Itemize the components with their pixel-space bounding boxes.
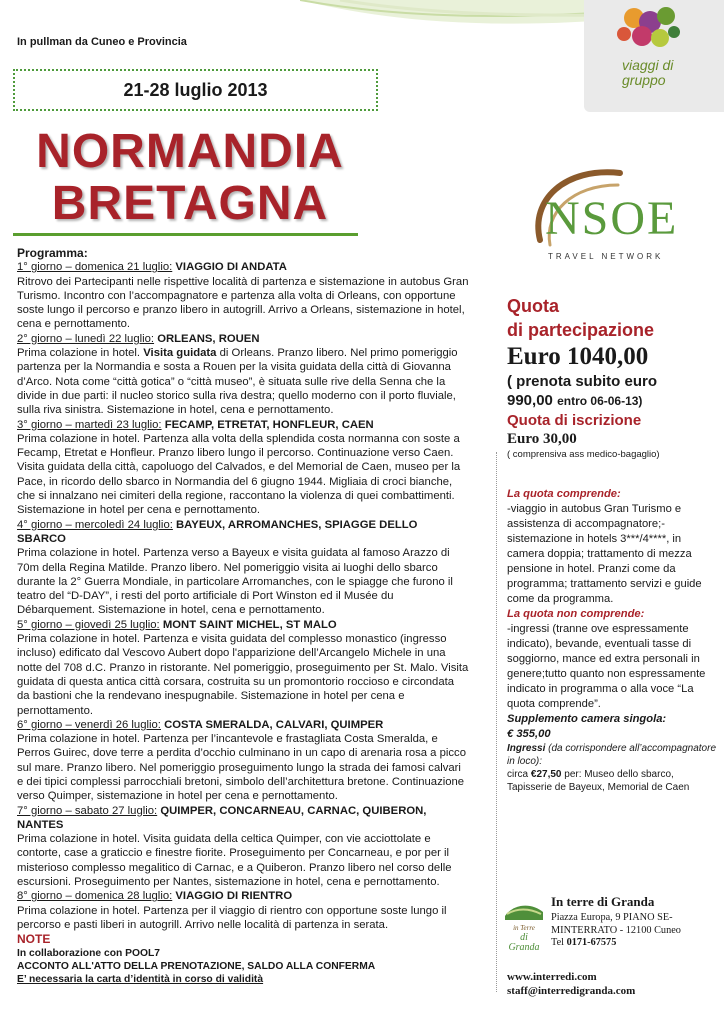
agency-name: In terre di Granda <box>551 894 655 909</box>
agency-contacts <box>507 970 635 998</box>
nsoe-logo <box>510 155 690 265</box>
agency-block <box>501 894 721 956</box>
early-booking: ( prenota subito euro 990,00 entro 06-06-13) <box>507 373 657 409</box>
nsoe-tagline: TRAVEL NETWORK <box>548 252 664 261</box>
terre-di-granda-logo <box>501 894 547 954</box>
website-link[interactable]: www.interredi.com <box>507 971 597 983</box>
day-description: Prima colazione in hotel. Partenza verso a Bayeux e visita guidata al famoso Arazzo di 70m della Regina Matilde. Pranzo libero. Nel pomeriggio visita ai luoghi dello sbarco durante la 2° Guerra Mondiale, in particolare Arromanches, con le spiagge che furono il teatro del “D-DAY”, i resti del porto artificiale di Port Winston ed il Musée du Débarquement. Sistemazione in hotel, cena e pernottamento. <box>17 547 453 617</box>
dotted-divider <box>496 452 497 992</box>
day-label: 7° giorno – sabato 27 luglio: <box>17 804 158 817</box>
svg-text:in Terre: in Terre <box>513 924 535 932</box>
email-link[interactable]: staff@interredigranda.com <box>507 985 636 997</box>
excludes-heading: La quota non comprende: <box>507 608 645 620</box>
day-title: MONT SAINT MICHEL, ST MALO <box>162 618 337 631</box>
pricing-section <box>507 294 717 461</box>
entrance-fees: Ingressi (da corrispondere all’accompagnatore in loco): circa €27,50 per: Museo dello sbarco, Tapisserie de Bayeux, Memorial de Caen <box>507 743 717 793</box>
svg-text:Granda: Granda <box>508 942 540 953</box>
day-description: Prima colazione in hotel. Visita guidata di Orleans. Pranzo libero. Nel primo pomeriggio partenza per la Normandia e sosta a Rouen per la visita guidata della città di Giovanna d’Arco. Nota come “città gotica” o “città museo”, è situata sulle rive della Senna che la divide in due parti: il nucleo storico sulla riva destra; quello moderno con il porto fluviale, sulla riva sinistra. Sistemazione in hotel, cena e pernottamento. <box>17 347 458 417</box>
day-description: Prima colazione in hotel. Partenza per l’incantevole e frastagliata Costa Smeralda, e Perros Guirec, dove terre a perdita d’occhio culminano in un capo di arenaria rosa a picco sul mare. Pranzo libero. Nel pomeriggio proseguimento lungo la strada dei famosi calvari e dei tipici complessi parrocchiali bretoni, simbolo dell’architettura bretone. Continuazione verso Quimper, sistemazione in hotel per cena e pernottamento. <box>17 733 466 803</box>
trip-dates: 21-28 luglio 2013 <box>123 79 268 100</box>
title-bretagna: BRETAGNA <box>51 177 329 230</box>
program-day <box>17 332 469 418</box>
note-heading: NOTE <box>17 932 51 947</box>
includes-text: -viaggio in autobus Gran Turismo e assistenza di accompagnatore;- sistemazione in hotels 3***/4****, in camera doppia; trattamento di mezza pensione in hotel. Pranzi come da programma; trattamento servizi e guide come da programma. <box>507 503 702 605</box>
day-title: FECAMP, ETRETAT, HONFLEUR, CAEN <box>164 418 374 431</box>
day-label: 3° giorno – martedì 23 luglio: <box>17 418 162 431</box>
departure-subtitle: In pullman da Cuneo e Provincia <box>17 36 187 48</box>
quota-label: Quota <box>507 296 559 316</box>
note-line: ACCONTO ALL'ATTO DELLA PRENOTAZIONE, SALDO ALLA CONFERMA <box>17 960 376 972</box>
day-label: 2° giorno – lunedì 22 luglio: <box>17 332 155 345</box>
single-supplement-amount: € 355,00 <box>507 728 551 740</box>
excludes-text: -ingressi (tranne ove espressamente indicato), bevande, eventuali tasse di soggiorno, mance ed extra personali in genere;tutto quanto non espressamente indicato in programma o alla voce “La quota comprende”. <box>507 623 706 710</box>
day-description: Prima colazione in hotel. Partenza alla volta della splendida costa normanna con soste a Fecamp, Etretat e Honfleur. Pranzo libero lungo il percorso. Continuazione verso Caen. Visita guidata della città, capoluogo del Calvados, e del Memorial de Caen, museo per la Pace, in ricordo dello sbarco in Normandia del 6 giugno 1944. Migliaia di croci bianche, che si innalzano nei cimiteri della regione, raccontano la violenza di quei combattimenti. Sistemazione in hotel per cena e pernottamento. <box>17 432 461 517</box>
includes-heading: La quota comprende: <box>507 488 621 500</box>
inclusions-section <box>507 487 721 794</box>
program-day <box>17 418 469 518</box>
svg-text:di: di <box>520 932 528 943</box>
day-description: Ritrovo dei Partecipanti nelle rispettive località di partenza e sistemazione in autobus Gran Turismo. Incontro con l’accompagnatore e partenza alla volta di Orleans, con opportune soste lungo il percorso e pranzo libero in autogrill. Arrivo a Orleans, sistemazione in hotel, cena e pernottamento. <box>17 275 469 331</box>
day-label: 5° giorno – giovedì 25 luglio: <box>17 618 160 631</box>
day-description: Prima colazione in hotel. Partenza e visita guidata del complesso monastico (ingresso incluso) edificato dal Vescovo Aubert dopo l'apparizione dell’Arcangelo Michele in una notte del 708 d.C. Pranzo in ristorante. Nel pomeriggio, proseguimento per St. Malo. Visita guidata di questa antica città corsara, costruita su un promontorio roccioso e circondata da bastioni che la rendevano inespugnabile. Sistemazione in hotel per cena e pernottamento. <box>17 633 469 717</box>
day-title: BAYEUX, ARROMANCHES, SPIAGGE DELLO SBARCO <box>17 518 418 545</box>
program-day <box>17 518 469 618</box>
agency-address: Piazza Europa, 9 PIANO SE- MINTERRATO - 12100 Cuneo Tel 0171-67575 <box>551 912 681 948</box>
program-day <box>17 889 469 932</box>
day-description: Prima colazione in hotel. Visita guidata della celtica Quimper, con vie acciottolate e contorte, case a graticcio e finestre fiorite. Proseguimento per Concarneau, e por per il misterioso complesso megalitico di Carnac, e a Quiberon. Pranzo libero nel corso delle escursioni. Proseguimento per Nantes, sistemazione in hotel, cena e pernottamento. <box>17 833 452 889</box>
program-day <box>17 718 469 804</box>
day-label: 8° giorno – domenica 28 luglio: <box>17 890 173 903</box>
day-description: Prima colazione in hotel. Partenza per il viaggio di rientro con opportune soste lungo il percorso e pasti liberi in autogrill. Arrivo nelle località di partenza in serata. <box>17 904 447 931</box>
program-section <box>17 246 469 986</box>
day-title: VIAGGIO DI RIENTRO <box>175 890 293 903</box>
viaggi-di-gruppo-logo <box>584 0 724 112</box>
day-label: 1° giorno – domenica 21 luglio: <box>17 261 173 274</box>
day-title: VIAGGIO DI ANDATA <box>175 261 287 274</box>
nsoe-brand: NSOE <box>545 192 679 245</box>
day-label: 6° giorno – venerdì 26 luglio: <box>17 718 161 731</box>
note-line: In collaborazione con POOL7 <box>17 947 161 959</box>
registration-amount: Euro 30,00 <box>507 431 577 447</box>
day-label: 4° giorno – mercoledì 24 luglio: <box>17 518 173 531</box>
viaggi-logo-text: viaggi di gruppo <box>622 57 674 88</box>
dates-box <box>13 69 378 111</box>
day-title: COSTA SMERALDA, CALVARI, QUIMPER <box>164 718 384 731</box>
program-heading: Programma: <box>17 246 88 260</box>
registration-note: ( comprensiva ass medico-bagaglio) <box>507 449 660 460</box>
program-day <box>17 618 469 718</box>
program-day <box>17 804 469 890</box>
day-title: ORLEANS, ROUEN <box>157 332 260 345</box>
program-day <box>17 260 469 331</box>
title-normandia: NORMANDIA <box>36 125 344 178</box>
colored-circles-icon <box>594 0 694 60</box>
green-divider <box>13 233 358 236</box>
quota-label-2: di partecipazione <box>507 320 655 340</box>
day-title: QUIMPER, CONCARNEAU, CARNAC, QUIBERON, NANTES <box>17 804 427 831</box>
note-line: E’ necessaria la carta d’identità in corso di validità <box>17 973 264 985</box>
single-supplement-heading: Supplemento camera singola: <box>507 713 667 725</box>
price: Euro 1040,00 <box>507 343 649 370</box>
program-days <box>17 260 469 932</box>
registration-label: Quota di iscrizione <box>507 412 642 429</box>
